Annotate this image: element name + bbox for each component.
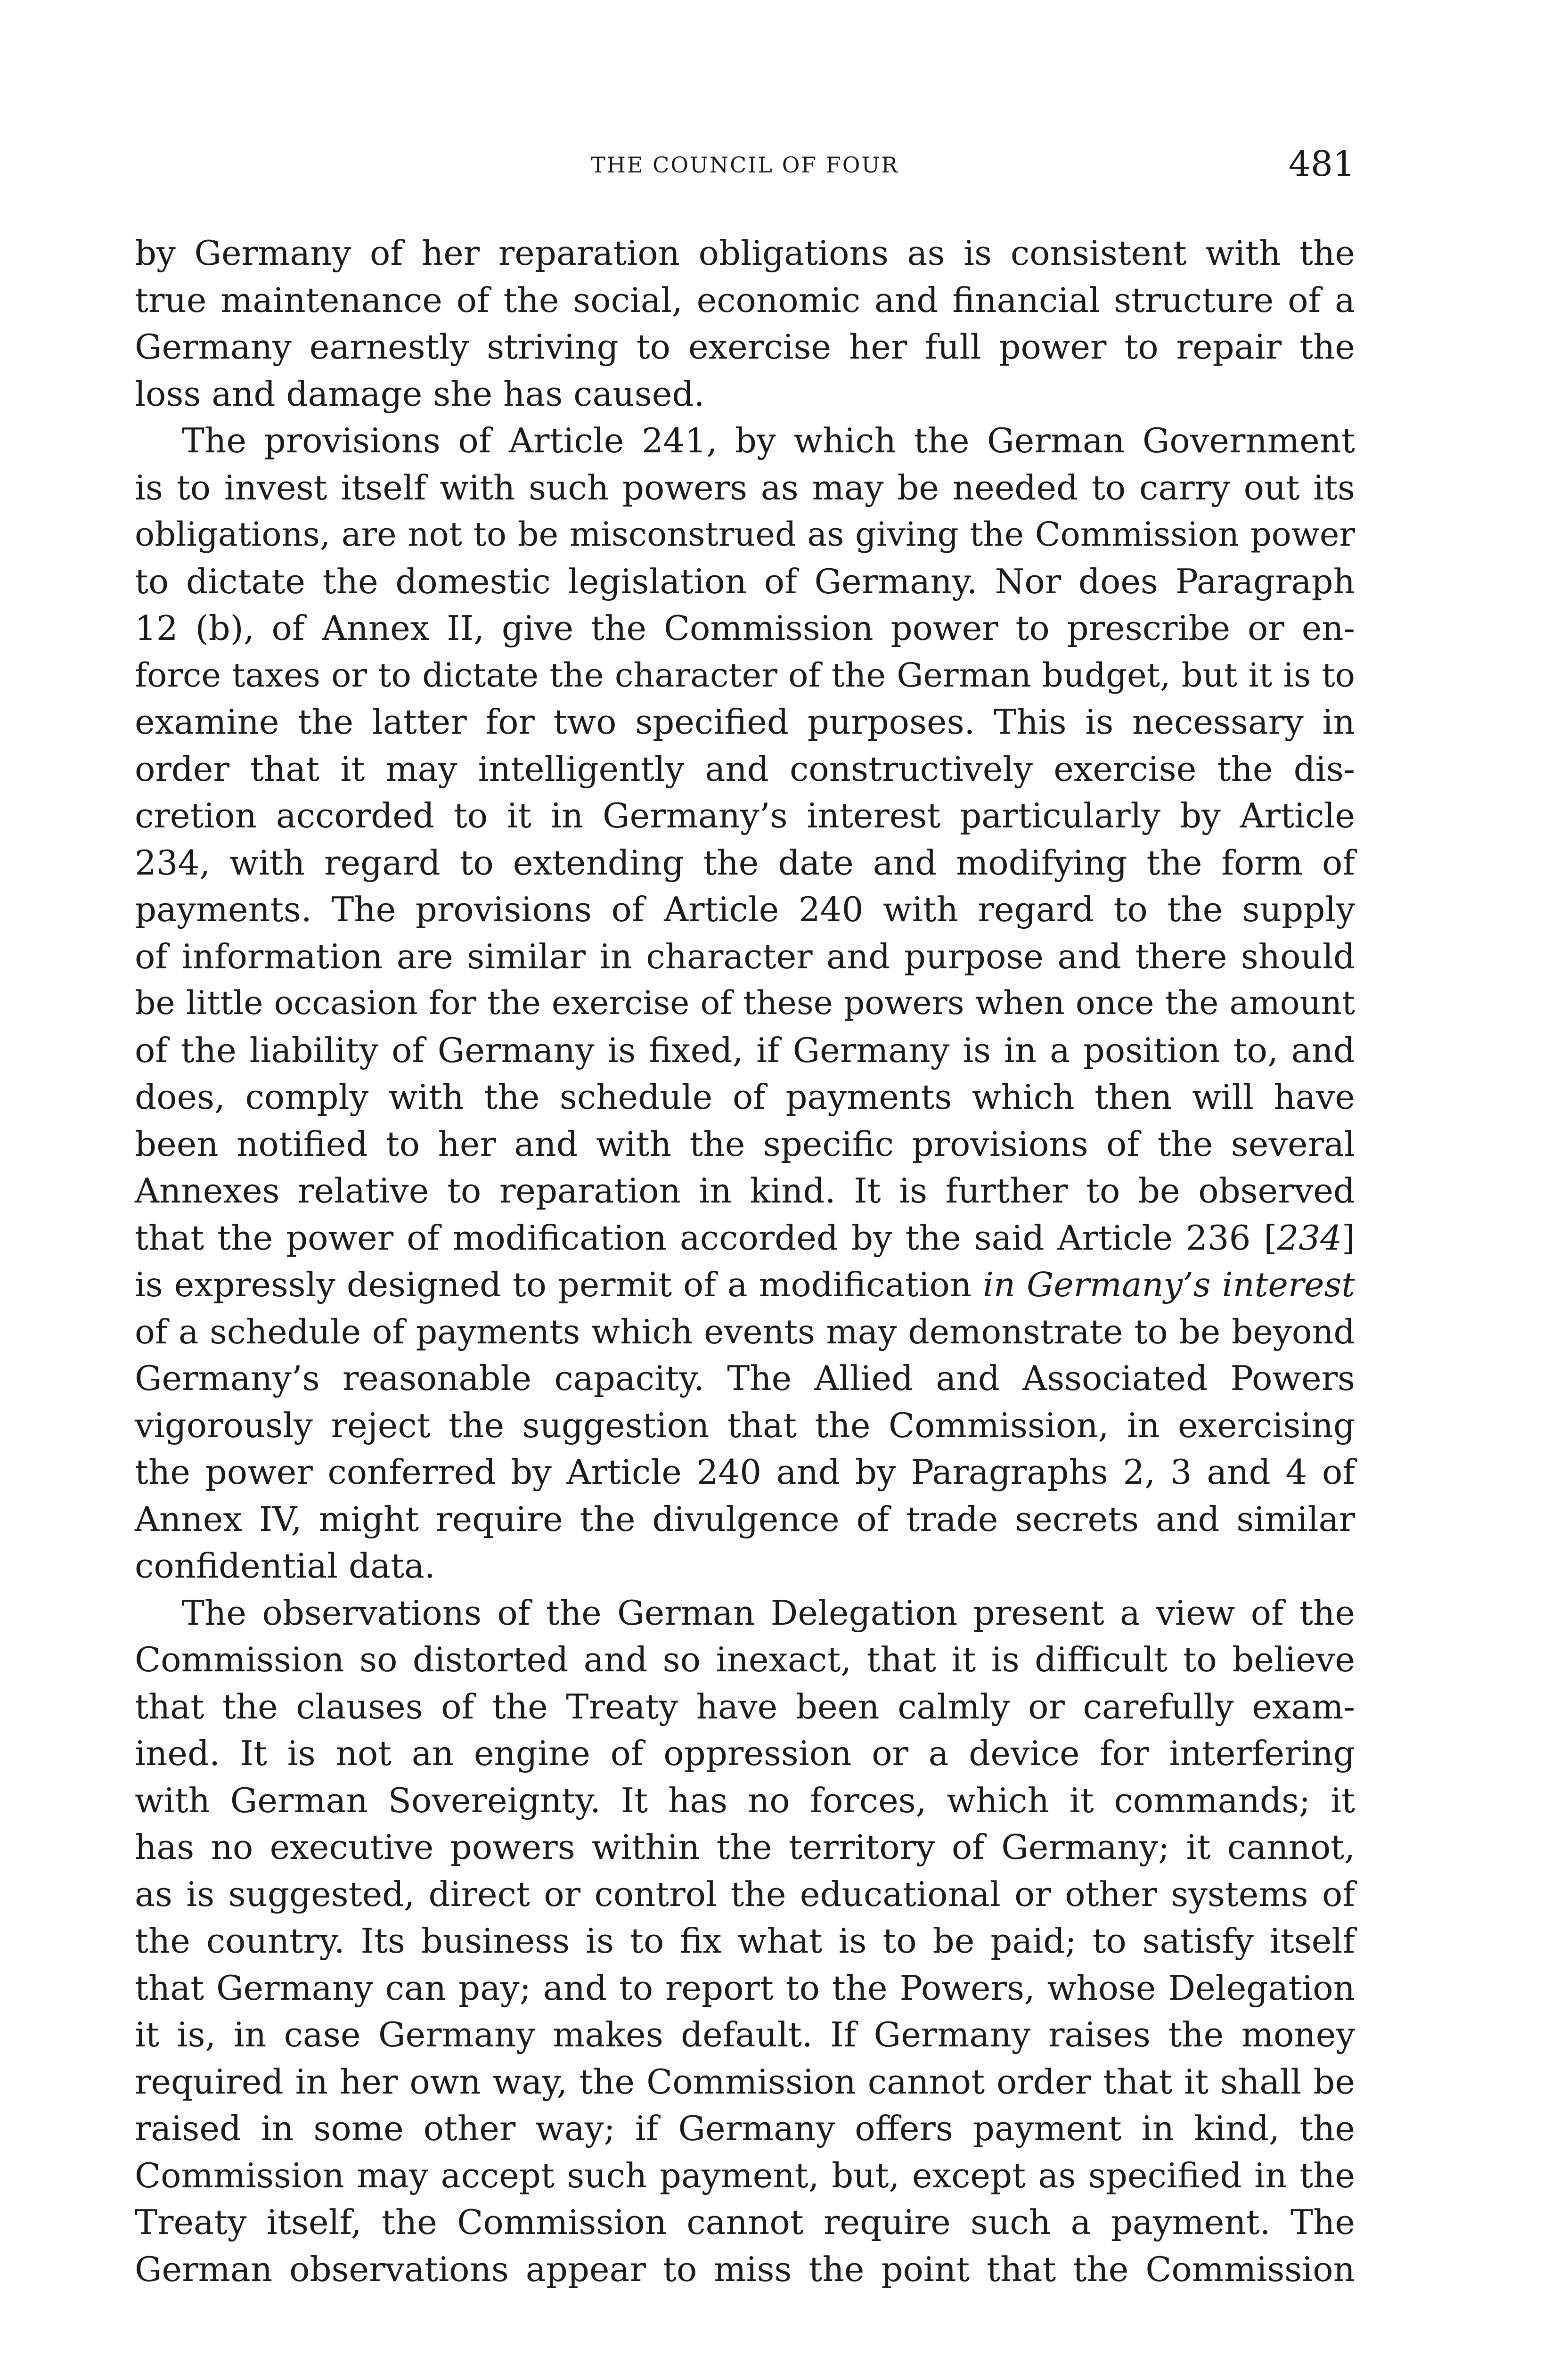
running-title: THE COUNCIL OF FOUR [591, 152, 899, 178]
text-line: is to invest itself with such powers as may be needed to carry out its [135, 467, 1355, 507]
text-line [135, 1215, 1355, 1262]
text-line: 234, with regard to extending the date and modifying the form of [135, 843, 1355, 883]
text-line: obligations, are not to be misconstrued as giving the Commission power [135, 515, 1355, 554]
text-line: Germany earnestly striving to exercise her full power to repair the [135, 327, 1355, 367]
running-header [135, 145, 1355, 183]
text-line: Commission may accept such payment, but, except as specified in the [135, 2155, 1355, 2195]
text-line: of information are similar in character and purpose and there should [135, 936, 1355, 976]
text-line: Commission so distorted and so inexact, that it is difficult to believe [135, 1640, 1355, 1679]
text-line: ined. It is not an engine of oppression or a device for interfering [135, 1734, 1355, 1773]
text-line: order that it may intelligently and constructively exercise the dis- [135, 749, 1355, 789]
text-line: been notified to her and with the specific provisions of the several [135, 1124, 1355, 1164]
text-line: The observations of the German Delegation present a view of the [182, 1593, 1355, 1633]
text-line: it is, in case Germany makes default. If Germany raises the money [135, 2015, 1355, 2054]
text-line: has no executive powers within the territory of Germany; it cannot, [135, 1827, 1355, 1867]
text-line: Germany’s reasonable capacity. The Allied and Associated Powers [135, 1358, 1355, 1398]
italic-text: in Germany’s interest [982, 1265, 1356, 1304]
text-line: Annexes relative to reparation in kind. It is further to be observed [135, 1171, 1355, 1211]
text-line: force taxes or to dictate the character of the German budget, but it is to [135, 655, 1355, 695]
text-line: Treaty itself, the Commission cannot require such a payment. The [135, 2202, 1355, 2242]
text-run: is expressly designed to permit of a modification [135, 1265, 983, 1304]
text-line: the country. Its business is to fix what is to be paid; to satisfy itself [135, 1921, 1355, 1961]
text-run: ] [1341, 1218, 1355, 1258]
text-line: with German Sovereignty. It has no forces, which it commands; it [135, 1780, 1355, 1820]
text-line: The provisions of Article 241, by which the German Government [182, 421, 1355, 460]
text-line: as is suggested, direct or control the educational or other systems of [135, 1874, 1355, 1914]
text-line: loss and damage she has caused. [135, 374, 705, 414]
page-number: 481 [1288, 144, 1355, 184]
text-line: of a schedule of payments which events may demonstrate to be beyond [135, 1312, 1355, 1351]
text-line: vigorously reject the suggestion that the Commission, in exercising [135, 1405, 1355, 1445]
text-line: required in her own way, the Commission cannot order that it shall be [135, 2062, 1355, 2102]
text-line: examine the latter for two specified purposes. This is necessary in [135, 702, 1355, 742]
text-line: the power conferred by Article 240 and by Paragraphs 2, 3 and 4 of [135, 1452, 1355, 1492]
text-line: to dictate the domestic legislation of Germany. Nor does Paragraph [135, 561, 1355, 601]
text-line: payments. The provisions of Article 240 with regard to the supply [135, 890, 1355, 929]
text-run: that the power of modification accorded by the said Article 236 [ [135, 1218, 1277, 1258]
text-line: true maintenance of the social, economic and financial structure of a [135, 280, 1355, 320]
text-line: raised in some other way; if Germany offers payment in kind, the [135, 2109, 1355, 2148]
text-line: 12 (b), of Annex II, give the Commission power to prescribe or en- [135, 608, 1355, 648]
text-line: does, comply with the schedule of payments which then will have [135, 1077, 1355, 1117]
text-line: confidential data. [135, 1546, 435, 1586]
italic-text: 234 [1277, 1218, 1342, 1258]
text-line: Annex IV, might require the divulgence of trade secrets and similar [135, 1499, 1355, 1539]
text-line: of the liability of Germany is fixed, if Germany is in a position to, and [135, 1030, 1355, 1070]
body-text [135, 230, 1355, 2293]
text-line: that Germany can pay; and to report to the Powers, whose Delegation [135, 1968, 1355, 2008]
text-line: be little occasion for the exercise of these powers when once the amount [135, 984, 1355, 1022]
text-line: that the clauses of the Treaty have been calmly or carefully exam- [135, 1686, 1355, 1726]
text-line: cretion accorded to it in Germany’s interest particularly by Article [135, 796, 1355, 835]
text-line: German observations appear to miss the point that the Commission [135, 2249, 1355, 2289]
text-line [135, 1261, 1355, 1309]
text-line: by Germany of her reparation obligations as is consistent with the [135, 233, 1355, 273]
